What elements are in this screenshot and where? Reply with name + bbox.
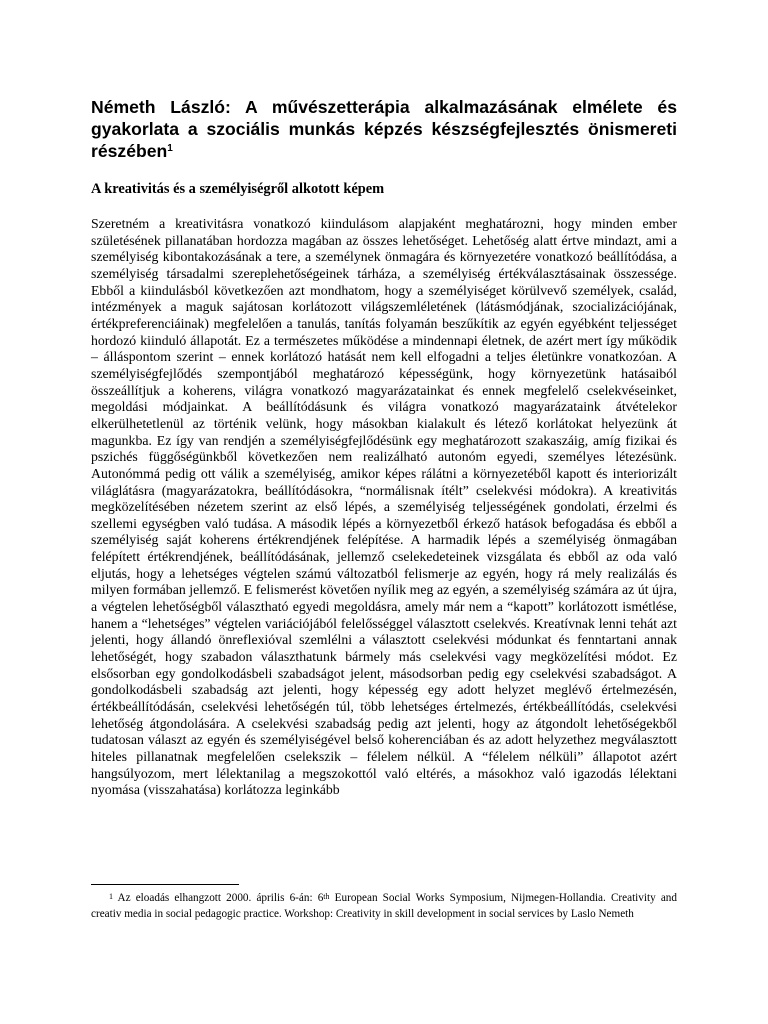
document-title <box>91 96 677 162</box>
body-paragraph: Szeretném a kreativitásra vonatkozó kiindulásom alapjaként meghatározni, hogy minden ember születésének pillanatában hordozza magában az összes lehetőséget. Lehetőség alatt értve mindazt, ami a személyiség kibontakozásának a tere, a személynek önmagára és környezetére vonatkozó beállítódása, a személyiség társadalmi szereplehetőségeinek tárháza, a személyiség értékválasztásainak összessége. Ebből a kiindulásból következően azt mondhatom, hogy a személyiséget körülvevő személyek, család, intézmények a maguk sajátosan korlátozott világszemléletének (látásmódjának, szocializációjának, értékpreferenciáinak) megfelelően a tanulás, tanítás folyamán beszűkítik az egyén egyébként teljességet hordozó kiinduló állapotát. Ez a természetes működése a mindennapi életnek, de azért mert így működik – álláspontom szerint – ennek korlátozó hatását nem kell elfogadni a teljes életünkre vonatkozóan. A személyiségfejlődés szempontjából meghatározó képességünk, hogy környezetünk hatásaiból összeállítjuk a koherens, világra vonatkozó magyarázatainkat és ennek megfelelő cselekvéseinket, megoldási módjainkat. A beállítódásunk és világra vonatkozó magyarázataink átvételekor elkerülhetetlenül az történik velünk, hogy másokban kialakult és létező korlátokat helyezünk át magunkba. Ez így van rendjén a személyiségfejlődésünk egy meghatározott szakaszáig, amíg fizikai és pszichés függőségünkből következően nem realizálható autonóm egyedi, személyes létezésünk. Autonómmá pedig ott válik a személyiség, amikor képes rálátni a környezetéből kapott és interiorizált világlátásra (magyarázatokra, beállítódásokra, “normálisnak ítélt” cselekvési módokra). A kreativitás megközelítésében nézetem szerint az első lépés, a személyiség teljességének gondolati, érzelmi és szellemi egységben való tudása. A második lépés a környezetből érkező hatások befogadása és ebből a személyiség saját koherens értékrendjének felépítése. A harmadik lépés a személyiség önmagában felépített értékrendjének, beállítódásának, jellemző cselekedeteinek vizsgálata és ebből az oda való eljutás, hogy a lehetséges végtelen számú változatból felismerje az egyén, hogy rá mely realizálás és milyen formában jellemző. E felismerést követően nyílik meg az egyén, a személyiség számára az út újra, a végtelen lehetőségből választható egyedi megoldásra, amely már nem a “kapott” korlátozott ismétlése, hanem a “lehetséges” végtelen variációjából felelősséggel választott cselekvés. Kreatívnak lenni tehát azt jelenti, hogy állandó önreflexióval szemlélni a választott cselekvési módunkat és fenntartani annak lehetőségét, hogy szabadon választhatunk bármely más cselekvési vagy megközelítési módot. Ez elsősorban egy gondolkodásbeli szabadságot jelent, másodsorban pedig egy cselekvési szabadságot. A gondolkodásbeli szabadság azt jelenti, hogy képesség egy adott helyzet meglévő értelmezésén, értékbeállítódásán, cselekvési lehetőségén túl, több lehetséges értelmezés, értékbeállítódás, cselekvési lehetőség átgondolására. A cselekvési szabadság pedig azt jelenti, hogy az átgondolt lehetőségekből tudatosan választ az egyén és személyiségével belső koherenciában és az adott helyzethez megválasztott hiteles pillanatnak megfelelően cselekszik – félelem nélkül. A “félelem nélküli” állapotot azért hangsúlyozom, mert lélektanilag a megszokottól való eltérés, a másokhoz való igazodás lélektani nyomása (visszahatása) korlátozza leginkább <box>91 216 677 798</box>
footnote-text-before: Az eloadás elhangzott 2000. április 6-án: 6 <box>117 892 324 904</box>
section-heading: A kreativitás és a személyiségről alkotott képem <box>91 181 385 197</box>
footnote <box>91 890 677 922</box>
footnote-superscript: th <box>323 892 330 901</box>
footnote-text-after: European Social Works Symposium, Nijmegen-Hollandia. Creativity and creativ media in social pedagogic practice. Workshop: Creativity in skill development in social services by Laslo Nemeth <box>91 892 677 920</box>
footnote-divider <box>91 884 239 885</box>
title-footnote-marker: 1 <box>167 143 173 154</box>
footnote-marker: 1 <box>109 892 113 901</box>
title-text: Németh László: A művészetterápia alkalmazásának elmélete és gyakorlata a szociális munkás képzés készségfejlesztés önismereti részében <box>91 97 677 161</box>
